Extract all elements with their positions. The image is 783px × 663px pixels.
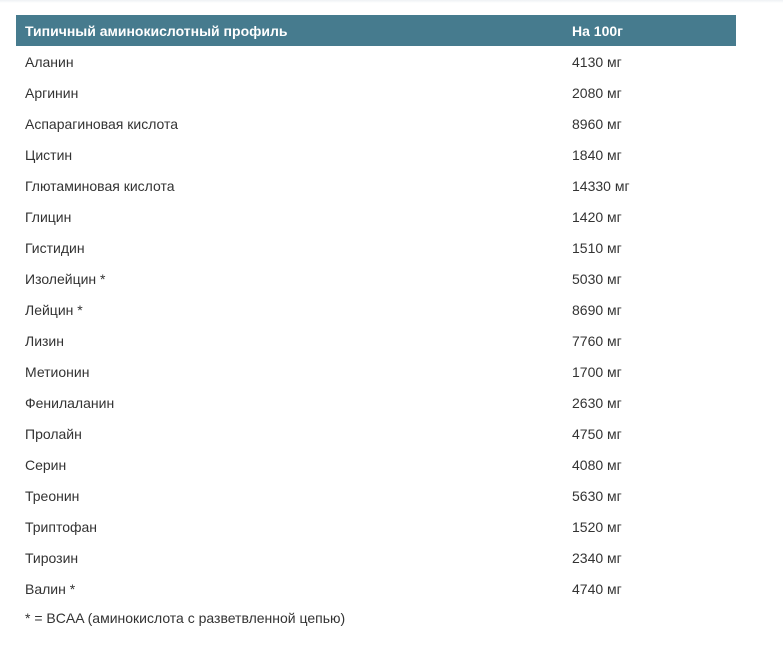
amino-acid-name: Метионин: [25, 363, 90, 380]
amino-acid-amount: 4750 мг: [572, 425, 622, 442]
table-row: [16, 387, 736, 418]
amino-acid-amount: 2340 мг: [572, 549, 622, 566]
amino-acid-amount: 4080 мг: [572, 456, 622, 473]
amino-acid-amount: 14330 мг: [572, 177, 630, 194]
amino-acid-amount: 1840 мг: [572, 146, 622, 163]
table-row: [16, 263, 736, 294]
amino-acid-name: Гистидин: [25, 239, 85, 256]
amino-acid-name: Изолейцин *: [25, 270, 106, 287]
amino-acid-name: Пролайн: [25, 425, 82, 442]
header-amino-profile: Типичный аминокислотный профиль: [16, 15, 563, 46]
table-row: [16, 356, 736, 387]
amino-acid-amount: 4740 мг: [572, 580, 622, 597]
amino-acid-name: Триптофан: [25, 518, 98, 535]
table-header-row: [16, 15, 736, 46]
table-body: [16, 46, 736, 604]
table-row: [16, 449, 736, 480]
amino-acid-name: Тирозин: [25, 549, 79, 566]
table-row: [16, 480, 736, 511]
amino-acid-amount: 8960 мг: [572, 115, 622, 132]
amino-acid-name: Глютаминовая кислота: [25, 177, 175, 194]
amino-acid-table: [16, 15, 736, 604]
amino-acid-name: Цистин: [25, 146, 73, 163]
amino-acid-name: Аргинин: [25, 84, 79, 101]
table-row: [16, 294, 736, 325]
amino-acid-name: Аланин: [25, 53, 74, 70]
amino-acid-name: Аспарагиновая кислота: [25, 115, 179, 132]
table-row: [16, 170, 736, 201]
amino-acid-name: Лизин: [25, 332, 64, 349]
table-row: [16, 46, 736, 77]
table-row: [16, 418, 736, 449]
amino-acid-amount: 2080 мг: [572, 84, 622, 101]
bcaa-footnote: * = BCAA (аминокислота с разветвленной цепью): [25, 610, 346, 626]
amino-acid-amount: 5630 мг: [572, 487, 622, 504]
top-shade: [0, 0, 783, 3]
amino-acid-amount: 5030 мг: [572, 270, 622, 287]
amino-acid-amount: 1420 мг: [572, 208, 622, 225]
amino-acid-amount: 1700 мг: [572, 363, 622, 380]
amino-acid-name: Глицин: [25, 208, 72, 225]
amino-acid-amount: 7760 мг: [572, 332, 622, 349]
amino-acid-name: Серин: [25, 456, 67, 473]
table-row: [16, 542, 736, 573]
amino-acid-amount: 2630 мг: [572, 394, 622, 411]
table-row: [16, 77, 736, 108]
amino-acid-amount: 4130 мг: [572, 53, 622, 70]
table-row: [16, 325, 736, 356]
amino-acid-name: Валин *: [25, 580, 76, 597]
table-row: [16, 573, 736, 604]
amino-acid-amount: 1520 мг: [572, 518, 622, 535]
header-per-100g: На 100г: [563, 15, 736, 46]
amino-acid-amount: 8690 мг: [572, 301, 622, 318]
amino-acid-name: Треонин: [25, 487, 80, 504]
amino-acid-name: Фенилаланин: [25, 394, 115, 411]
table-row: [16, 511, 736, 542]
table-row: [16, 232, 736, 263]
table-row: [16, 201, 736, 232]
amino-acid-name: Лейцин *: [25, 301, 83, 318]
table-row: [16, 108, 736, 139]
amino-acid-amount: 1510 мг: [572, 239, 622, 256]
table-row: [16, 139, 736, 170]
